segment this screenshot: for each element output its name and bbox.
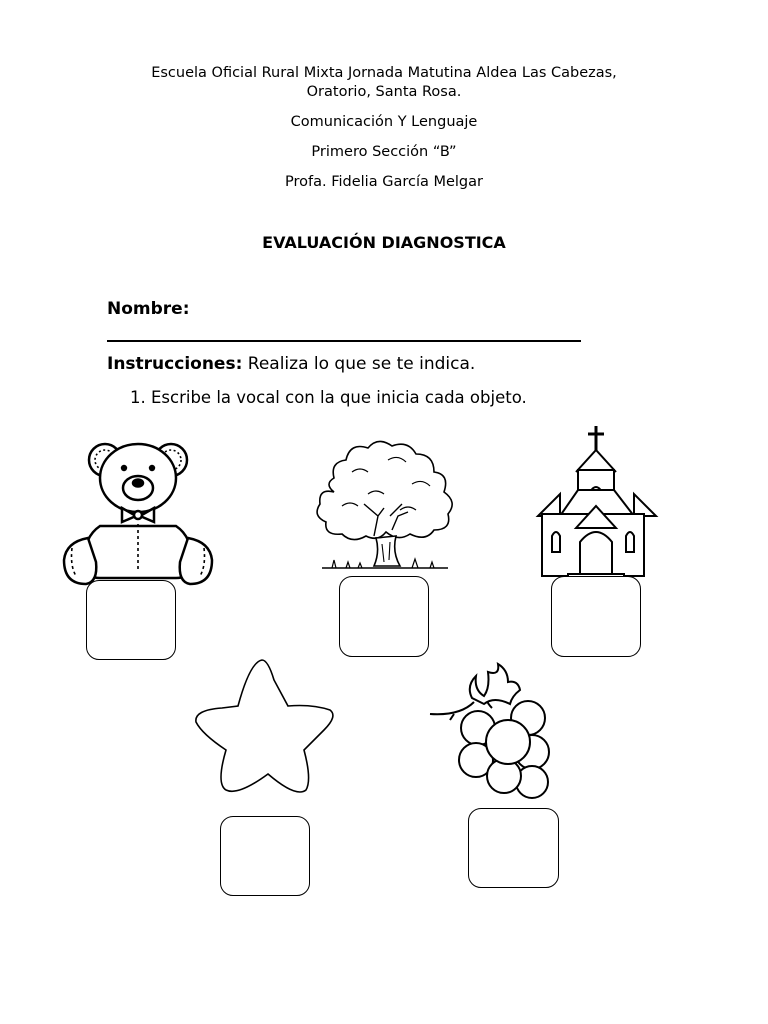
church-icon	[530, 424, 664, 584]
answer-box-tree[interactable]	[339, 576, 429, 657]
teddy-bear-icon	[60, 438, 216, 588]
instructions	[107, 354, 475, 374]
name-write-line[interactable]	[107, 340, 581, 342]
answer-box-star[interactable]	[220, 816, 310, 896]
grapes-icon	[428, 658, 556, 804]
instructions-text: Realiza lo que se te indica.	[242, 354, 476, 374]
teacher-line: Profa. Fidelia García Melgar	[285, 174, 483, 190]
tree-icon	[312, 432, 457, 574]
page-title: EVALUACIÓN DIAGNOSTICA	[262, 233, 506, 252]
instructions-label: Instrucciones:	[107, 354, 243, 374]
answer-box-church[interactable]	[551, 576, 641, 657]
school-name-line1: Escuela Oficial Rural Mixta Jornada Matutina Aldea Las Cabezas,	[151, 65, 617, 81]
school-name-line2: Oratorio, Santa Rosa.	[306, 84, 462, 100]
instruction-item-1: 1. Escribe la vocal con la que inicia cada objeto.	[130, 388, 527, 407]
answer-box-teddy-bear[interactable]	[86, 580, 176, 660]
answer-box-grapes[interactable]	[468, 808, 559, 888]
subject-line: Comunicación Y Lenguaje	[290, 114, 478, 130]
star-icon	[192, 656, 338, 798]
grade-line: Primero Sección “B”	[311, 144, 457, 160]
name-label: Nombre:	[107, 299, 190, 319]
